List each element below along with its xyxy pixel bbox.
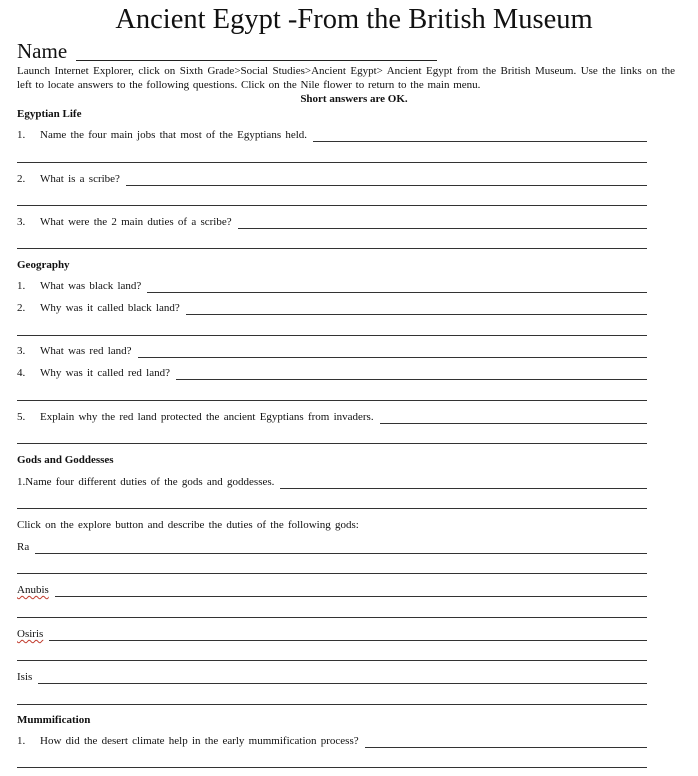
answer-line[interactable] bbox=[49, 639, 647, 641]
name-blank-line[interactable] bbox=[76, 60, 437, 61]
question-number: 1. bbox=[17, 280, 26, 292]
answer-line[interactable] bbox=[17, 248, 647, 249]
name-label: Name bbox=[17, 39, 68, 63]
short-answers-note: Short answers are OK. bbox=[300, 93, 408, 105]
question-text: What is a scribe? bbox=[40, 173, 120, 185]
question-row bbox=[17, 128, 647, 142]
god-label-anubis: Anubis bbox=[17, 584, 49, 596]
question-text: What were the 2 main duties of a scribe? bbox=[40, 216, 232, 228]
question-row bbox=[17, 344, 647, 358]
god-row-anubis bbox=[17, 583, 647, 597]
answer-line[interactable] bbox=[365, 746, 647, 748]
answer-line[interactable] bbox=[17, 443, 647, 444]
question-row bbox=[17, 366, 647, 380]
question-number: 3. bbox=[17, 345, 26, 357]
god-label-ra: Ra bbox=[17, 541, 30, 553]
answer-line[interactable] bbox=[35, 552, 647, 554]
explore-instruction: Click on the explore button and describe the duties of the following gods: bbox=[17, 519, 359, 531]
question-text: Explain why the red land protected the ancient Egyptians from invaders. bbox=[40, 411, 374, 423]
answer-line[interactable] bbox=[313, 140, 647, 142]
answer-line[interactable] bbox=[17, 617, 647, 618]
answer-line[interactable] bbox=[17, 400, 647, 401]
answer-line[interactable] bbox=[176, 378, 647, 380]
god-row-ra bbox=[17, 540, 647, 554]
answer-line[interactable] bbox=[17, 704, 647, 705]
answer-line[interactable] bbox=[380, 422, 647, 424]
question-text: 1.Name four different duties of the gods and goddesses. bbox=[17, 476, 275, 488]
answer-line[interactable] bbox=[147, 291, 647, 293]
section-heading-egyptian-life: Egyptian Life bbox=[17, 108, 82, 120]
question-text: Name the four main jobs that most of the Egyptians held. bbox=[40, 129, 308, 141]
question-text: What was black land? bbox=[40, 280, 142, 292]
question-number: 2. bbox=[17, 302, 26, 314]
section-heading-gods: Gods and Goddesses bbox=[17, 454, 114, 466]
answer-line[interactable] bbox=[17, 573, 647, 574]
answer-line[interactable] bbox=[17, 162, 647, 163]
question-number: 4. bbox=[17, 367, 26, 379]
answer-line[interactable] bbox=[138, 356, 647, 358]
answer-line[interactable] bbox=[186, 313, 647, 315]
question-text: Why was it called red land? bbox=[40, 367, 170, 379]
answer-line[interactable] bbox=[55, 595, 647, 597]
question-row bbox=[17, 215, 647, 229]
question-row bbox=[17, 301, 647, 315]
answer-line[interactable] bbox=[17, 660, 647, 661]
question-number: 1. bbox=[17, 129, 26, 141]
answer-line[interactable] bbox=[126, 184, 647, 186]
question-row bbox=[17, 734, 647, 748]
god-label-isis: Isis bbox=[17, 671, 33, 683]
question-row bbox=[17, 279, 647, 293]
answer-line[interactable] bbox=[17, 205, 647, 206]
section-heading-mummification: Mummification bbox=[17, 714, 91, 726]
question-text: What was red land? bbox=[40, 345, 132, 357]
question-text: How did the desert climate help in the early mummification process? bbox=[40, 735, 359, 747]
question-row bbox=[17, 475, 647, 489]
question-row bbox=[17, 410, 647, 424]
question-number: 2. bbox=[17, 173, 26, 185]
god-row-isis bbox=[17, 670, 647, 684]
answer-line[interactable] bbox=[238, 227, 647, 229]
answer-line[interactable] bbox=[280, 487, 647, 489]
question-text: Why was it called black land? bbox=[40, 302, 180, 314]
question-number: 5. bbox=[17, 411, 26, 423]
god-label-osiris: Osiris bbox=[17, 628, 44, 640]
question-row bbox=[17, 172, 647, 186]
answer-line[interactable] bbox=[38, 682, 647, 684]
question-number: 1. bbox=[17, 735, 26, 747]
instructions: Launch Internet Explorer, click on Sixth Grade>Social Studies>Ancient Egypt> Ancient Egypt from the British Museum. Use the links on the left to locate answers to the following questions. Click on the Nile flower to return to the main menu. bbox=[17, 65, 675, 91]
answer-line[interactable] bbox=[17, 767, 647, 768]
answer-line[interactable] bbox=[17, 335, 647, 336]
section-heading-geography: Geography bbox=[17, 259, 70, 271]
answer-line[interactable] bbox=[17, 508, 647, 509]
name-field[interactable] bbox=[17, 38, 447, 64]
question-number: 3. bbox=[17, 216, 26, 228]
page-title: Ancient Egypt -From the British Museum bbox=[115, 4, 593, 35]
explore-instruction-row bbox=[17, 518, 647, 532]
god-row-osiris bbox=[17, 627, 647, 641]
